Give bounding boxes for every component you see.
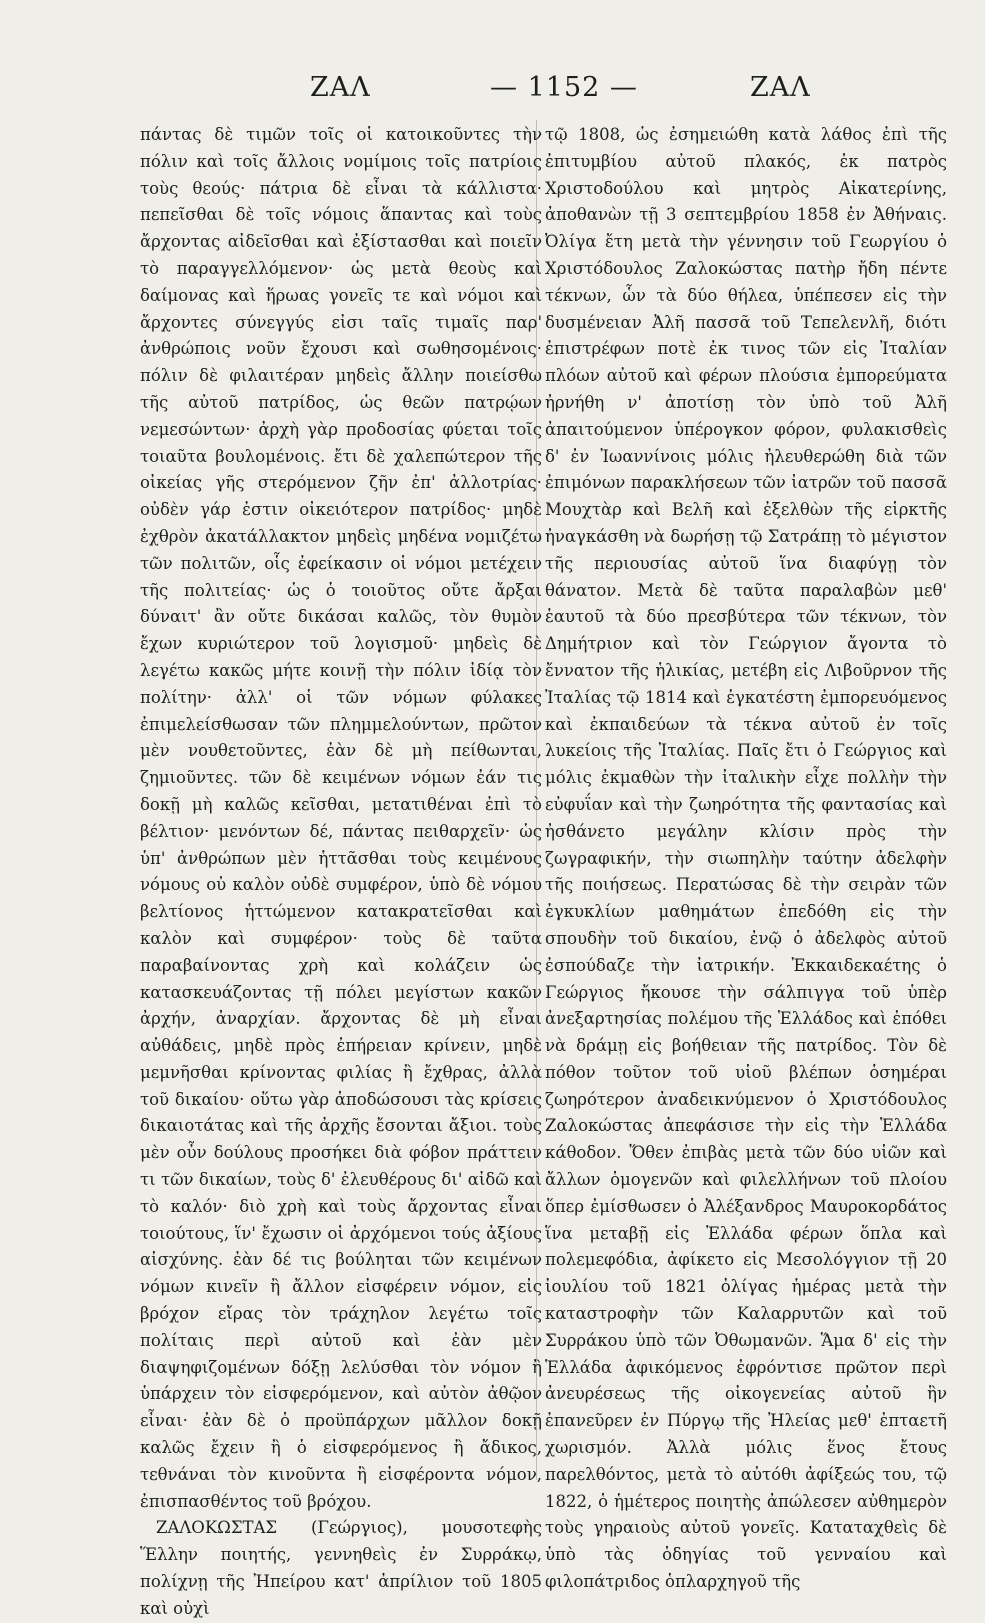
header-right-headword: ΖΑΛ	[750, 72, 811, 103]
page-number: — 1152 —	[490, 72, 638, 103]
running-header	[130, 72, 890, 112]
header-left-headword: ΖΑΛ	[310, 72, 371, 103]
entry-zalokostas: ΖΑΛΟΚΩΣΤΑΣ (Γεώργιος), μουσοτεφὴς Ἕλλην ποιητής, γεννηθεὶς ἐν Συρράκῳ, πολίχνῃ τῆς Ἠπείρου κατ' ἀπρίλιον τοῦ 1805 καὶ οὐχὶ	[140, 1518, 542, 1618]
left-column	[140, 122, 542, 1618]
left-column-text: πάντας δὲ τιμῶν τοῖς οἱ κατοικοῦντες τὴν πόλιν καὶ τοῖς ἄλλοις νομίμοις τοῖς πατρίοις τοὺς θεούς· πάτρια δὲ εἶναι τὰ κάλλιστα· πεπεῖσθαι δὲ τοῖς νόμοις ἅπαντας καὶ τοὺς ἄρχοντας αἰδεῖσθαι καὶ ἐξίστασθαι καὶ ποιεῖν τὸ παραγγελλόμενον· ὡς μετὰ θεοὺς καὶ δαίμονας καὶ ἥρωας γονεῖς τε καὶ νόμοι καὶ ἄρχοντες σύνεγγύς εἰσι ταῖς τιμαῖς παρ' ἀνθρώποις νοῦν ἔχουσι καὶ σωθησομένοις· πόλιν δὲ φιλαιτέραν μηδεὶς ἄλλην ποιείσθω τῆς αὐτοῦ πατρίδος, ὡς θεῶν πατρῴων νεμεσώντων· ἀρχὴ γὰρ προδοσίας φύεται τοῖς τοιαῦτα βουλομένοις. ἔτι δὲ χαλεπώτερον τῆς οἰκείας γῆς στερόμενον ζῆν ἐπ' ἀλλοτρίας· οὐδὲν γάρ ἐστιν οἰκειότερον πατρίδος· μηδὲ ἐχθρὸν ἀκατάλλακτον μηδεὶς μηδένα νομιζέτω τῶν πολιτῶν, οἷς ἐφείκασιν οἱ νόμοι μετέχειν τῆς πολιτείας· ὡς ὁ τοιοῦτος οὔτε ἄρξαι δύναιτ' ἂν οὔτε δικάσαι καλῶς, τὸν θυμὸν ἔχων κυριώτερον τοῦ λογισμοῦ· μηδεὶς δὲ λεγέτω κακῶς μήτε κοινῇ τὴν πόλιν ἰδίᾳ τὸν πολίτην· ἀλλ' οἱ τῶν νόμων φύλακες ἐπιμελείσθωσαν τῶν πλημμελούντων, πρῶτον μὲν νουθετοῦντες, ἐὰν δὲ μὴ πείθωνται, ζημιοῦντες. τῶν δὲ κειμένων νόμων ἐάν τις δοκῇ μὴ καλῶς κεῖσθαι, μετατιθέναι ἐπὶ τὸ βέλτιον· μενόντων δέ, πάντας πειθαρχεῖν· ὡς ὑπ' ἀνθρώπων μὲν ἡττᾶσθαι τοὺς κειμένους νόμους οὐ καλὸν οὐδὲ συμφέρον, ὑπὸ δὲ νόμου βελτίονος ἡττώμενον κατακρατεῖσθαι καὶ καλὸν καὶ συμφέρον· τοὺς δὲ ταῦτα παραβαίνοντας χρὴ καὶ κολάζειν ὡς κατασκευάζοντας τῇ πόλει μεγίστων κακῶν ἀρχήν, ἀναρχίαν. ἄρχοντας δὲ μὴ εἶναι αὐθάδεις, μηδὲ πρὸς ἐπήρειαν κρίνειν, μηδὲ μεμνῆσθαι κρίνοντας φιλίας ἢ ἔχθρας, ἀλλὰ τοῦ δικαίου· οὕτω γὰρ ἀποδώσουσι τὰς κρίσεις δικαιοτάτας καὶ τῆς ἀρχῆς ἔσονται ἄξιοι. τοὺς μὲν οὖν δούλους προσήκει διὰ φόβον πράττειν τι τῶν δικαίων, τοὺς δ' ἐλευθέρους δι' αἰδῶ καὶ τὸ καλόν· διὸ χρὴ καὶ τοὺς ἄρχοντας εἶναι τοιούτους, ἵν' ἔχωσιν οἱ ἀρχόμενοι τούς ἀξίους αἰσχύνης. ἐὰν δέ τις βούληται τῶν κειμένων νόμων κινεῖν ἢ ἄλλον εἰσφέρειν νόμον, εἰς βρόχον εἴρας τὸν τράχηλον λεγέτω τοῖς πολίταις περὶ αὐτοῦ καὶ ἐὰν μὲν διαψηφιζομένων δόξῃ λελύσθαι τὸν νόμον ἢ ὑπάρχειν τὸν εἰσφερόμενον, καὶ αὐτὸν ἀθῷον εἶναι· ἐὰν δὲ ὁ προϋπάρχων μᾶλλον δοκῇ καλῶς ἔχειν ἢ ὁ εἰσφερόμενος ἢ ἄδικος, τεθνάναι τὸν κινοῦντα ἢ εἰσφέροντα νόμον, ἐπισπασθέντος τοῦ βρόχου.	[140, 125, 542, 1511]
right-column	[545, 122, 947, 1592]
right-column-text: τῷ 1808, ὡς ἐσημειώθη κατὰ λάθος ἐπὶ τῆς ἐπιτυμβίου αὐτοῦ πλακός, ἐκ πατρὸς Χριστοδούλου καὶ μητρὸς Αἰκατερίνης, ἀποθανὼν τῇ 3 σεπτεμβρίου 1858 ἐν Ἀθήναις. Ὀλίγα ἔτη μετὰ τὴν γέννησιν τοῦ Γεωργίου ὁ Χριστόδουλος Ζαλοκώστας πατὴρ ἤδη πέντε τέκνων, ὧν τὰ δύο θήλεα, ὑπέπεσεν εἰς τὴν δυσμένειαν Ἀλῆ πασσᾶ τοῦ Τεπελενλῆ, διότι ἐπιστρέφων ποτὲ ἐκ τινος τῶν εἰς Ἰταλίαν πλόων αὐτοῦ καὶ φέρων πλούσια ἐμπορεύματα ἠρνήθη ν' ἀποτίσῃ τὸν ὑπὸ τοῦ Ἀλῆ ἀπαιτούμενον ὑπέρογκον φόρον, φυλακισθεὶς δ' ἐν Ἰωαννίνοις μόλις ἠλευθερώθη διὰ τῶν ἐπιμόνων παρακλήσεων τῶν ἰατρῶν τοῦ πασσᾶ Μουχτὰρ καὶ Βελῆ καὶ ἐξελθὼν τῆς εἱρκτῆς ἠναγκάσθη νὰ δωρήσῃ τῷ Σατράπῃ τὸ μέγιστον τῆς περιουσίας αὐτοῦ ἵνα διαφύγῃ τὸν θάνατον. Μετὰ δὲ ταῦτα παραλαβὼν μεθ' ἑαυτοῦ τὰ δύο πρεσβύτερα τῶν τέκνων, τὸν Δημήτριον καὶ τὸν Γεώργιον ἄγοντα τὸ ἔννατον τῆς ἡλικίας, μετέβη εἰς Λιβοῦρνον τῆς Ἰταλίας τῷ 1814 καὶ ἐγκατέστη ἐμπορευόμενος καὶ ἐκπαιδεύων τὰ τέκνα αὐτοῦ ἐν τοῖς λυκείοις τῆς Ἰταλίας. Παῖς ἔτι ὁ Γεώργιος καὶ μόλις ἐκμαθὼν τὴν ἰταλικὴν εἶχε πολλὴν τὴν εὐφυΐαν καὶ τὴν ζωηρότητα τῆς φαντασίας καὶ ἠσθάνετο μεγάλην κλίσιν πρὸς τὴν ζωγραφικήν, τὴν σιωπηλὴν ταύτην ἀδελφὴν τῆς ποιήσεως. Περατώσας δὲ τὴν σειρὰν τῶν ἐγκυκλίων μαθημάτων ἐπεδόθη εἰς τὴν σπουδὴν τοῦ δικαίου, ἐνῷ ὁ ἀδελφὸς αὐτοῦ ἐσπούδαζε τὴν ἰατρικήν. Ἐκκαιδεκαέτης ὁ Γεώργιος ἤκουσε τὴν σάλπιγγα τοῦ ὑπὲρ ἀνεξαρτησίας πολέμου τῆς Ἑλλάδος καὶ ἐπόθει νὰ δράμῃ εἰς βοήθειαν τῆς πατρίδος. Τὸν δὲ πόθον τοῦτον τοῦ υἱοῦ βλέπων ὁσημέραι ζωηρότερον ἀναδεικνύμενον ὁ Χριστόδουλος Ζαλοκώστας ἀπεφάσισε τὴν εἰς τὴν Ἑλλάδα κάθοδον. Ὅθεν ἐπιβὰς μετὰ τῶν δύο υἱῶν καὶ ἄλλων ὁμογενῶν καὶ φιλελλήνων τοῦ πλοίου ὅπερ ἐμίσθωσεν ὁ Ἀλέξανδρος Μαυροκορδάτος ἵνα μεταβῇ εἰς Ἑλλάδα φέρων ὅπλα καὶ πολεμεφόδια, ἀφίκετο εἰς Μεσολόγγιον τῇ 20 ἰουλίου τοῦ 1821 ὀλίγας ἡμέρας μετὰ τὴν καταστροφὴν τῶν Καλαρρυτῶν καὶ τοῦ Συρράκου ὑπὸ τῶν Ὀθωμανῶν. Ἅμα δ' εἰς τὴν Ἑλλάδα ἀφικόμενος ἐφρόντισε πρῶτον περὶ ἀνευρέσεως τῆς οἰκογενείας αὐτοῦ ἣν ἐπανεῦρεν ἐν Πύργῳ τῆς Ἠλείας μεθ' ἑπταετῆ χωρισμόν. Ἀλλὰ μόλις ἕνος ἔτους παρελθόντος, μετὰ τὸ αὐτόθι ἀφίξεώς του, τῷ 1822, ὁ ἡμέτερος ποιητὴς ἀπώλεσεν αὐθημερὸν τοὺς γηραιοὺς αὐτοῦ γονεῖς. Καταταχθεὶς δὲ ὑπὸ τὰς ὁδηγίας τοῦ γενναίου καὶ φιλοπάτριδος ὁπλαρχηγοῦ τῆς	[545, 125, 947, 1592]
